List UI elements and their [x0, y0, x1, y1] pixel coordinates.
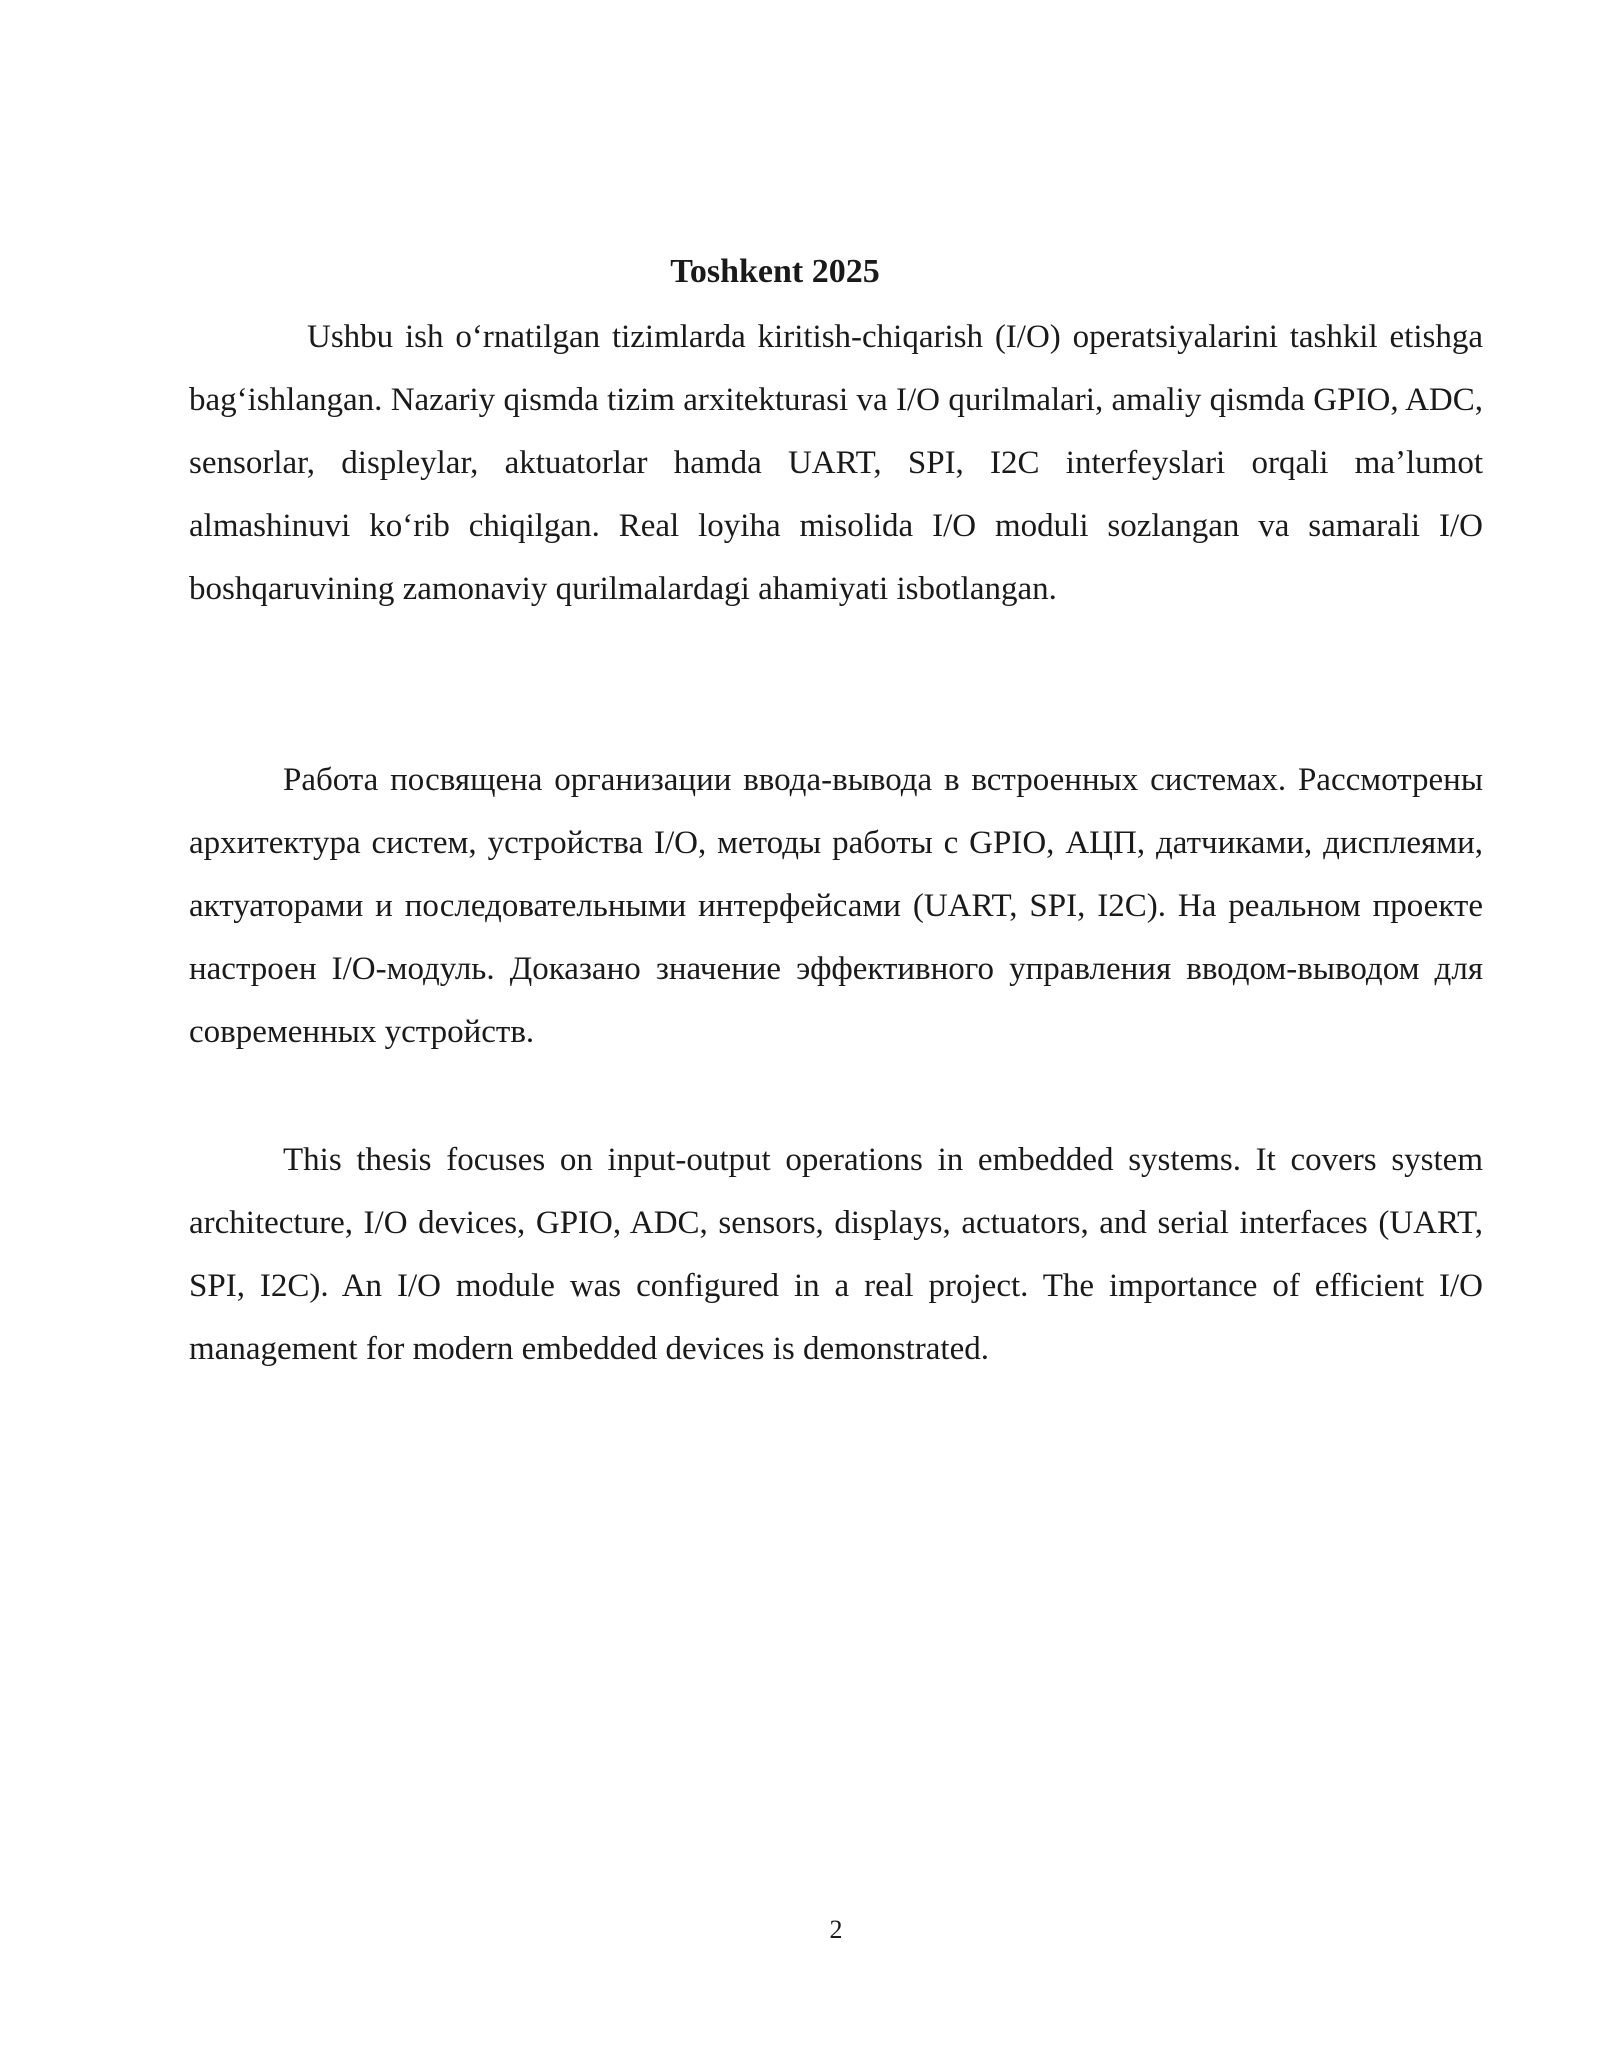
abstract-uzbek: Ushbu ish oʻrnatilgan tizimlarda kiritish-chiqarish (I/O) operatsiyalarini tashkil etishga bagʻishlangan. Nazariy qismda tizim arxitekturasi va I/O qurilmalari, amaliy qismda GPIO, ADC, sensorlar, displeylar, aktuatorlar hamda UART, SPI, I2C interfeyslari orqali maʼlumot almashinuvi koʻrib chiqilgan. Real loyiha misolida I/O moduli sozlangan va samarali I/O boshqaruvining zamonaviy qurilmalardagi ahamiyati isbotlangan. — [189, 319, 1483, 607]
abstract-english: This thesis focuses on input-output operations in embedded systems. It covers system architecture, I/O devices, GPIO, ADC, sensors, displays, actuators, and serial interfaces (UART, SPI, I2C). An I/O module was configured in a real project. The importance of efficient I/O management for modern embedded devices is demonstrated. — [189, 1142, 1483, 1367]
abstract-russian: Работа посвящена организации ввода-вывода в встроенных системах. Рассмотрены архитектура систем, устройства I/O, методы работы с GPIO, АЦП, датчиками, дисплеями, актуаторами и последовательными интерфейсами (UART, SPI, I2C). На реальном проекте настроен I/O-модуль. Доказано значение эффективного управления вводом-выводом для современных устройств. — [189, 762, 1483, 1050]
page-number: 2 — [829, 1915, 843, 1944]
document-title: Toshkent 2025 — [670, 253, 880, 290]
